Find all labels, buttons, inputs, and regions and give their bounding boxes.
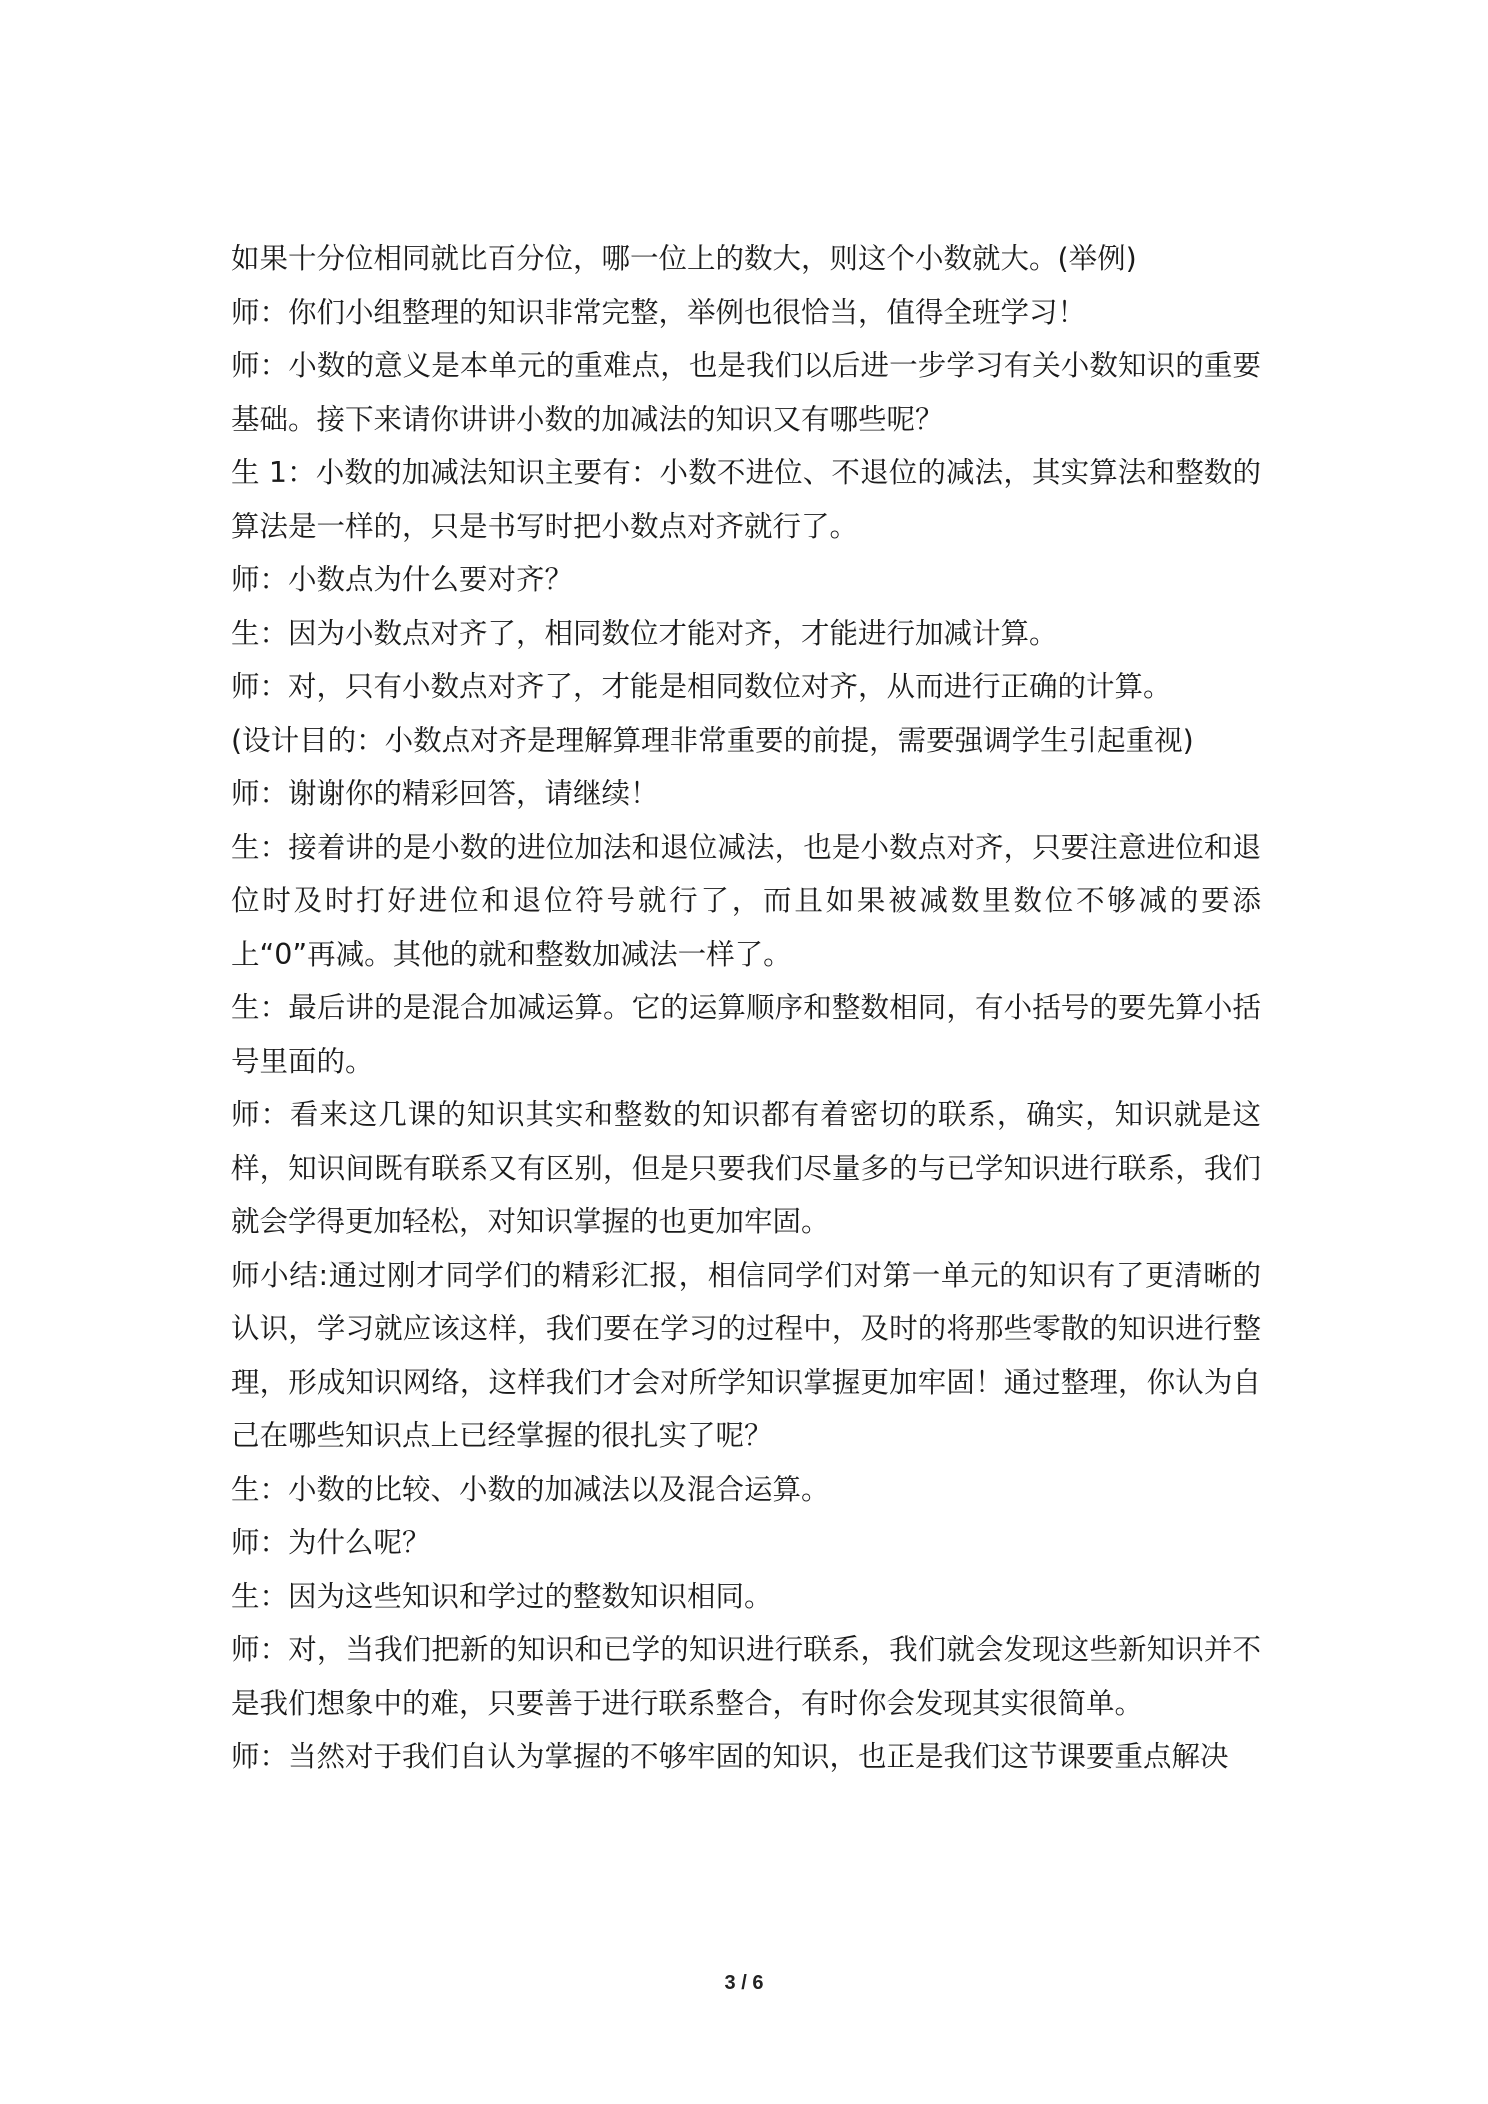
page-number: 3 / 6 — [724, 1972, 764, 1994]
paragraph: 师小结:通过刚才同学们的精彩汇报，相信同学们对第一单元的知识有了更清晰的认识，学习就应该这样，我们要在学习的过程中，及时的将那些零散的知识进行整理，形成知识网络，这样我们才会对所学知识掌握更加牢固！通过整理，你认为自己在哪些知识点上已经掌握的很扎实了呢？ — [231, 1258, 1261, 1452]
paragraph: 师：对，只有小数点对齐了，才能是相同数位对齐，从而进行正确的计算。 — [231, 670, 1172, 703]
paragraph: 师：看来这几课的知识其实和整数的知识都有着密切的联系，确实，知识就是这样，知识间既有联系又有区别，但是只要我们尽量多的与已学知识进行联系，我们就会学得更加轻松，对知识掌握的也更加牢固。 — [231, 1098, 1261, 1238]
paragraph: 生：因为小数点对齐了，相同数位才能对齐，才能进行加减计算。 — [231, 616, 1058, 650]
paragraph: 师：小数点为什么要对齐？ — [231, 563, 574, 596]
paragraph: 如果十分位相同就比百分位，哪一位上的数大，则这个小数就大。(举例) — [231, 242, 1137, 275]
paragraph: 师：为什么呢？ — [231, 1526, 431, 1559]
paragraph: 生 1：小数的加减法知识主要有：小数不进位、不退位的减法，其实算法和整数的算法是一样的，只是书写时把小数点对齐就行了。 — [231, 456, 1261, 543]
paragraph: 师：对，当我们把新的知识和已学的知识进行联系，我们就会发现这些新知识并不是我们想象中的难，只要善于进行联系整合，有时你会发现其实很简单。 — [231, 1633, 1261, 1720]
paragraph: 师：当然对于我们自认为掌握的不够牢固的知识，也正是我们这节课要重点解决 — [231, 1740, 1229, 1773]
document-body — [231, 232, 1261, 1784]
paragraph: 生：因为这些知识和学过的整数知识相同。 — [231, 1579, 773, 1613]
paragraph: 师：你们小组整理的知识非常完整，举例也很恰当，值得全班学习！ — [231, 295, 1087, 329]
paragraph: 师：谢谢你的精彩回答，请继续！ — [231, 777, 659, 810]
paragraph: 生：最后讲的是混合加减运算。它的运算顺序和整数相同，有小括号的要先算小括号里面的。 — [231, 991, 1261, 1078]
paragraph: (设计目的：小数点对齐是理解算理非常重要的前提，需要强调学生引起重视) — [231, 723, 1194, 757]
paragraph: 生：接着讲的是小数的进位加法和退位减法，也是小数点对齐，只要注意进位和退位时及时打好进位和退位符号就行了，而且如果被减数里数位不够减的要添上“0”再减。其他的就和整数加减法一样了。 — [231, 830, 1261, 971]
paragraph: 生：小数的比较、小数的加减法以及混合运算。 — [231, 1472, 830, 1506]
paragraph: 师：小数的意义是本单元的重难点，也是我们以后进一步学习有关小数知识的重要基础。接下来请你讲讲小数的加减法的知识又有哪些呢？ — [231, 349, 1261, 436]
